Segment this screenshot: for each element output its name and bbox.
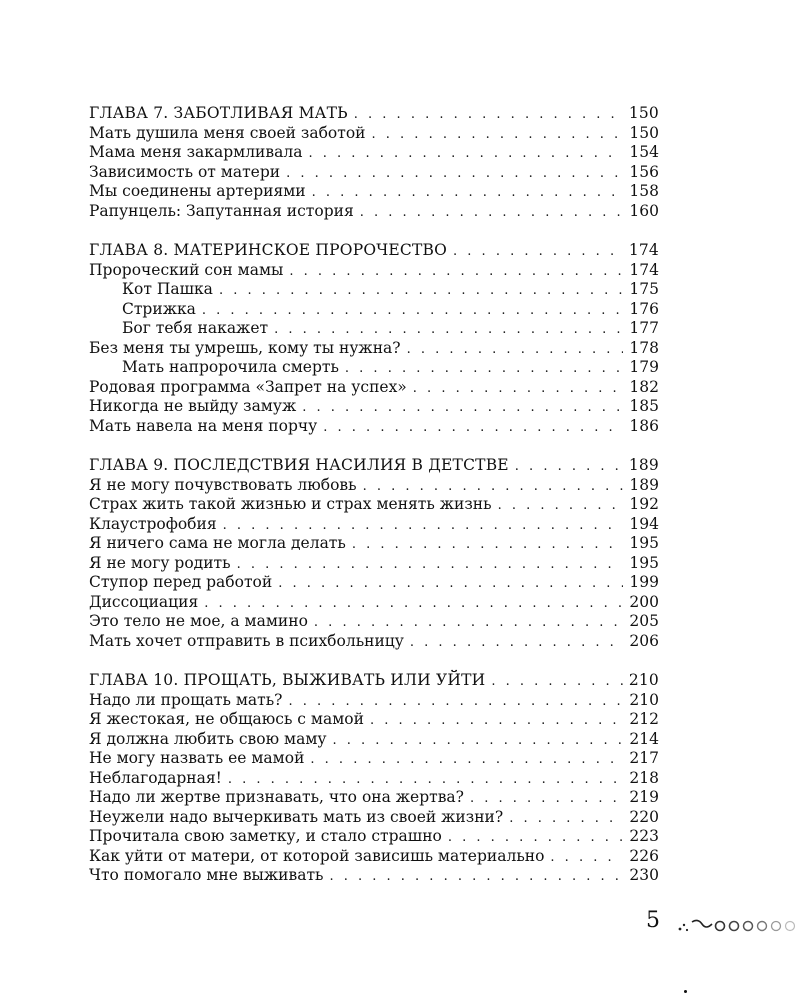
toc-subentry-page: 175 — [629, 280, 659, 298]
toc-entry-page: 156 — [629, 162, 659, 181]
toc-entry-title: Пророческий сон мамы — [89, 260, 284, 279]
toc-subentry-title: Мать напророчила смерть — [122, 358, 339, 376]
toc-entry-title: Клаустрофобия — [89, 514, 217, 533]
toc-entry-title: Что помогало мне выживать — [89, 866, 324, 884]
toc-entry-title: Диссоциация — [89, 592, 199, 611]
toc-entry-title: Неужели надо вычеркивать мать из своей жизни? — [89, 807, 504, 826]
toc-entry-title: Мы соединены артериями — [89, 182, 306, 200]
toc-entry-page: 219 — [629, 788, 659, 806]
toc-entry-page: 158 — [629, 182, 659, 200]
toc-entry-page: 195 — [629, 534, 659, 552]
toc-entry — [89, 515, 659, 535]
dot-leader — [274, 320, 623, 340]
toc-entry-title: Неблагодарная! — [89, 768, 222, 787]
toc-entry-title: Зависимость от матери — [89, 162, 281, 181]
dot-leader — [515, 457, 623, 477]
dot-leader — [308, 144, 623, 164]
table-of-contents — [89, 104, 659, 906]
dot-leader — [453, 242, 623, 262]
dot-leader — [333, 731, 624, 751]
dot-leader — [288, 692, 623, 712]
toc-entry-page: 223 — [629, 827, 659, 845]
toc-entry — [89, 866, 659, 886]
chapter-heading — [89, 456, 659, 476]
toc-entry-title: Как уйти от матери, от которой зависишь материально — [89, 846, 545, 865]
toc-entry-page: 174 — [629, 260, 659, 279]
dot-leader — [354, 105, 623, 125]
toc-entry-page: 199 — [629, 573, 659, 591]
chapter-heading-title: ГЛАВА 7. ЗАБОТЛИВАЯ МАТЬ — [89, 104, 348, 122]
toc-entry-title: Ступор перед работой — [89, 573, 273, 591]
toc-subentry-page: 177 — [629, 319, 659, 337]
toc-entry — [89, 632, 659, 652]
chapter-block — [89, 104, 659, 221]
toc-entry-title: Не могу назвать ее мамой — [89, 749, 305, 767]
dot-leader — [550, 848, 623, 868]
toc-entry-title: Без меня ты умрешь, кому ты нужна? — [89, 338, 401, 357]
toc-entry-page: 160 — [629, 201, 659, 220]
dot-leader — [237, 555, 624, 575]
toc-entry — [89, 730, 659, 750]
chapter-heading-page: 174 — [628, 241, 659, 259]
toc-entry-page: 230 — [629, 866, 659, 884]
toc-entry-page: 206 — [629, 631, 659, 650]
dot-leader — [370, 711, 623, 731]
toc-entry — [89, 691, 659, 711]
toc-entry-page: 214 — [629, 729, 659, 748]
toc-entry — [89, 417, 659, 437]
dot-leader — [498, 496, 624, 516]
toc-entry — [89, 593, 659, 613]
dot-leader — [363, 477, 624, 497]
dot-leader — [314, 613, 623, 633]
dot-leader — [491, 672, 622, 692]
toc-entry-title: Родовая программа «Запрет на успех» — [89, 377, 407, 396]
toc-entry-page: 210 — [629, 690, 659, 709]
toc-entry-page: 217 — [629, 749, 659, 767]
dot-leader — [360, 203, 624, 223]
toc-entry-page: 178 — [629, 338, 659, 357]
chapter-heading — [89, 241, 659, 261]
chapter-heading-page: 150 — [628, 104, 659, 122]
dot-leader — [228, 770, 624, 790]
toc-entry-title: Я не могу родить — [89, 553, 231, 572]
chapter-heading-page: 189 — [628, 456, 659, 474]
toc-entry-page: 186 — [629, 416, 659, 435]
dot-leader — [509, 809, 623, 829]
toc-entry — [89, 573, 659, 593]
toc-subentry-page: 179 — [629, 358, 659, 376]
toc-entry-title: Рапунцель: Запутанная история — [89, 201, 354, 220]
toc-entry — [89, 808, 659, 828]
toc-entry-page: 150 — [629, 123, 659, 142]
chapter-heading — [89, 671, 659, 691]
toc-subentry-title: Бог тебя накажет — [122, 319, 269, 337]
toc-subentry-title: Кот Пашка — [122, 280, 213, 298]
dot-leader — [323, 418, 623, 438]
dot-leader — [310, 750, 623, 770]
toc-entry — [89, 847, 659, 867]
chapter-heading-title: ГЛАВА 9. ПОСЛЕДСТВИЯ НАСИЛИЯ В ДЕТСТВЕ — [89, 456, 509, 474]
dot-leader — [352, 535, 624, 555]
toc-entry-page: 154 — [629, 143, 659, 161]
toc-entry-title: Я должна любить свою маму — [89, 729, 327, 748]
toc-entry — [89, 339, 659, 359]
toc-entry-title: Надо ли прощать мать? — [89, 690, 283, 709]
toc-subentry — [89, 300, 659, 320]
dot-leader — [289, 262, 623, 282]
toc-entry — [89, 397, 659, 417]
dot-leader — [329, 867, 623, 887]
dot-leader — [448, 828, 624, 848]
chapter-block — [89, 671, 659, 886]
dot-leader — [278, 574, 623, 594]
toc-entry — [89, 163, 659, 183]
toc-entry — [89, 495, 659, 515]
dot-leader — [470, 789, 623, 809]
toc-entry-title: Мать хочет отправить в психбольницу — [89, 631, 404, 650]
dot-leader — [219, 281, 623, 301]
toc-entry — [89, 124, 659, 144]
toc-subentry — [89, 319, 659, 339]
toc-entry-title: Никогда не выйду замуж — [89, 397, 297, 415]
decorative-ornament-icon — [676, 914, 800, 934]
toc-subentry — [89, 358, 659, 378]
toc-entry — [89, 827, 659, 847]
toc-entry-page: 220 — [629, 807, 659, 826]
toc-entry-page: 185 — [629, 397, 659, 415]
chapter-block — [89, 241, 659, 436]
toc-entry-title: Я ничего сама не могла делать — [89, 534, 346, 552]
toc-entry — [89, 476, 659, 496]
toc-entry-title: Прочитала свою заметку, и стало страшно — [89, 827, 442, 845]
toc-entry-title: Мать душила меня своей заботой — [89, 123, 366, 142]
toc-entry — [89, 749, 659, 769]
chapter-heading — [89, 104, 659, 124]
dot-leader — [204, 594, 623, 614]
toc-entry-page: 195 — [629, 553, 659, 572]
dot-leader — [286, 164, 623, 184]
decorative-dot — [684, 990, 687, 993]
toc-entry-page: 182 — [629, 377, 659, 396]
chapter-heading-page: 210 — [628, 671, 659, 689]
dot-leader — [413, 379, 624, 399]
toc-entry-page: 194 — [629, 514, 659, 533]
dot-leader — [302, 398, 623, 418]
toc-subentry-title: Стрижка — [122, 299, 196, 318]
dot-leader — [407, 340, 624, 360]
toc-entry — [89, 202, 659, 222]
toc-entry-title: Мама меня закармливала — [89, 143, 303, 161]
toc-entry — [89, 788, 659, 808]
toc-entry-title: Я не могу почувствовать любовь — [89, 475, 357, 494]
toc-subentry-page: 176 — [629, 299, 659, 318]
toc-entry-page: 205 — [629, 612, 659, 630]
dot-leader — [410, 633, 624, 653]
toc-entry — [89, 534, 659, 554]
dot-leader — [312, 183, 624, 203]
chapter-heading-title: ГЛАВА 10. ПРОЩАТЬ, ВЫЖИВАТЬ ИЛИ УЙТИ — [89, 671, 486, 689]
page-number: 5 — [646, 908, 660, 933]
toc-entry-title: Надо ли жертве признавать, что она жертва? — [89, 788, 464, 806]
toc-entry-page: 200 — [629, 592, 659, 611]
dot-leader — [202, 301, 624, 321]
toc-entry — [89, 261, 659, 281]
toc-subentry — [89, 280, 659, 300]
toc-entry — [89, 554, 659, 574]
chapter-heading-title: ГЛАВА 8. МАТЕРИНСКОЕ ПРОРОЧЕСТВО — [89, 241, 448, 259]
toc-entry — [89, 769, 659, 789]
toc-entry-page: 226 — [629, 846, 659, 865]
toc-entry-title: Это тело не мое, а мамино — [89, 612, 308, 630]
toc-entry-title: Страх жить такой жизнью и страх менять жизнь — [89, 495, 492, 513]
toc-entry — [89, 378, 659, 398]
dot-leader — [372, 125, 624, 145]
toc-entry-title: Я жестокая, не общаюсь с мамой — [89, 710, 364, 728]
toc-entry — [89, 182, 659, 202]
dot-leader — [345, 359, 624, 379]
toc-entry-page: 189 — [629, 475, 659, 494]
toc-entry — [89, 143, 659, 163]
chapter-block — [89, 456, 659, 651]
toc-entry — [89, 710, 659, 730]
toc-entry — [89, 612, 659, 632]
toc-entry-page: 212 — [629, 710, 659, 728]
dot-leader — [223, 516, 624, 536]
toc-entry-page: 218 — [629, 768, 659, 787]
toc-entry-page: 192 — [629, 495, 659, 513]
toc-entry-title: Мать навела на меня порчу — [89, 416, 318, 435]
